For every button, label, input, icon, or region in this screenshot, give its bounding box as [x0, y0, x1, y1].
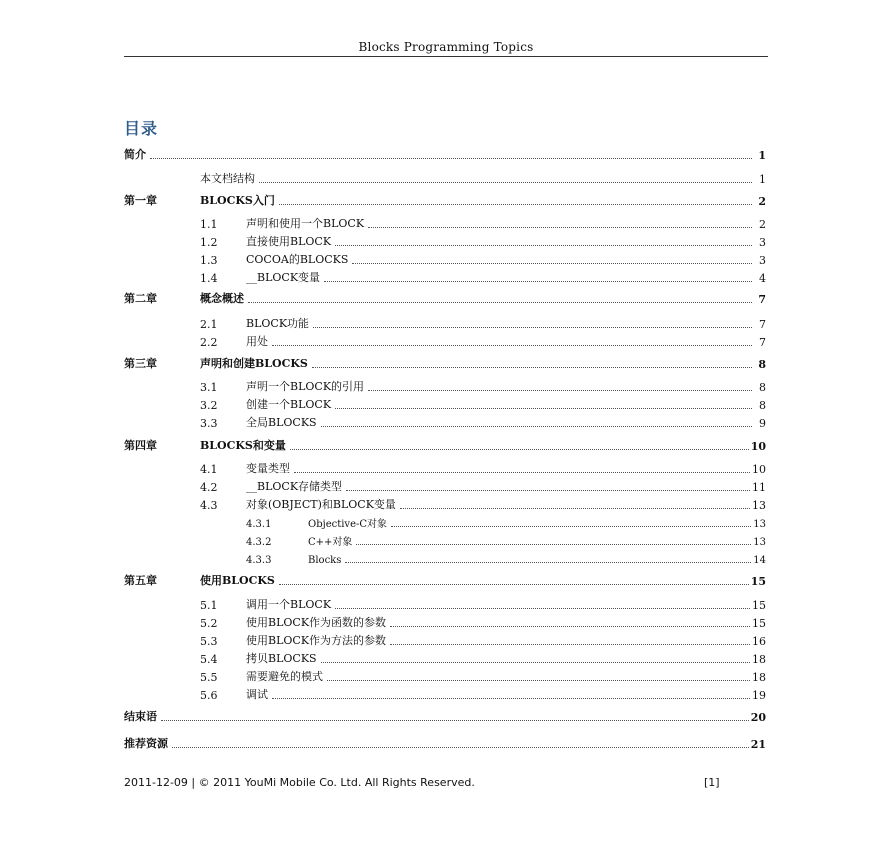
toc-entry-page: 7: [759, 336, 766, 349]
toc-entry-page: 3: [759, 236, 766, 249]
toc-entry[interactable]: [200, 650, 766, 666]
toc-entry[interactable]: [200, 396, 766, 412]
toc-entry[interactable]: [200, 170, 766, 186]
toc-entry-number: 5.3: [200, 635, 218, 648]
toc-entry-label: 调用一个BLOCK: [246, 598, 332, 611]
toc-entry-number: 第三章: [124, 357, 157, 370]
toc-entry-page: 10: [750, 440, 766, 453]
toc-entry[interactable]: [124, 735, 766, 751]
toc-leader-dots: [313, 327, 752, 328]
toc-entry-page: 18: [752, 653, 766, 666]
toc-entry-page: 13: [753, 519, 766, 530]
toc-entry[interactable]: [200, 668, 766, 684]
toc-entry[interactable]: [200, 596, 766, 612]
toc-entry[interactable]: [246, 514, 766, 530]
toc-leader-dots: [279, 584, 749, 585]
toc-entry[interactable]: [124, 437, 766, 453]
toc-entry-label: 本文档结构: [200, 172, 255, 185]
toc-entry-number: 5.2: [200, 617, 218, 630]
toc-entry-page: 7: [759, 318, 766, 331]
toc-entry-number: 4.3: [200, 499, 218, 512]
toc-entry-page: 21: [750, 738, 766, 751]
toc-entry-page: 19: [752, 689, 766, 702]
toc-entry[interactable]: [200, 215, 766, 231]
toc-entry-page: 10: [752, 463, 766, 476]
toc-leader-dots: [259, 182, 752, 183]
toc-entry-page: 3: [759, 254, 766, 267]
toc-entry-label: 简介: [124, 148, 146, 161]
toc-entry-page: 2: [758, 195, 766, 208]
toc-entry-label: 概念概述: [200, 292, 244, 305]
toc-entry-label: BLOCKS入门: [200, 194, 275, 207]
toc-entry-page: 1: [758, 149, 766, 162]
toc-entry[interactable]: [200, 496, 766, 512]
header-rule: [124, 56, 768, 57]
toc-leader-dots: [290, 449, 749, 450]
toc-entry-number: 3.2: [200, 399, 218, 412]
toc-entry[interactable]: [124, 572, 766, 588]
toc-entry[interactable]: [124, 355, 766, 371]
toc-leader-dots: [272, 698, 750, 699]
toc-entry-page: 8: [759, 399, 766, 412]
toc-entry[interactable]: [200, 460, 766, 476]
toc-entry-label: 创建一个BLOCK: [246, 398, 332, 411]
toc-leader-dots: [368, 227, 752, 228]
toc-entry[interactable]: [200, 414, 766, 430]
toc-entry-number: 4.1: [200, 463, 218, 476]
toc-leader-dots: [368, 390, 752, 391]
footer-page-number: [1]: [704, 776, 720, 789]
toc-entry-label: 结束语: [124, 710, 157, 723]
toc-entry-page: 13: [752, 499, 766, 512]
toc-entry-number: 5.5: [200, 671, 218, 684]
toc-entry[interactable]: [200, 233, 766, 249]
toc-entry-number: 第一章: [124, 194, 157, 207]
toc-entry-page: 1: [759, 173, 766, 186]
toc-entry[interactable]: [200, 478, 766, 494]
toc-leader-dots: [391, 526, 751, 527]
toc-leader-dots: [321, 426, 752, 427]
toc-entry[interactable]: [200, 614, 766, 630]
toc-entry-page: 4: [759, 272, 766, 285]
toc-entry[interactable]: [124, 192, 766, 208]
toc-entry-number: 2.2: [200, 336, 218, 349]
toc-leader-dots: [335, 608, 750, 609]
toc-entry[interactable]: [200, 378, 766, 394]
toc-entry[interactable]: [246, 550, 766, 566]
toc-entry[interactable]: [124, 290, 766, 306]
toc-entry-label: 变量类型: [246, 462, 290, 475]
toc-leader-dots: [312, 367, 752, 368]
toc-entry-label: COCOA的BLOCKS: [246, 253, 349, 266]
toc-entry-label: 使用BLOCK作为函数的参数: [246, 616, 387, 629]
toc-entry-label: 对象(OBJECT)和BLOCK变量: [246, 498, 396, 511]
toc-leader-dots: [346, 490, 750, 491]
toc-entry-page: 18: [752, 671, 766, 684]
toc-entry-page: 14: [753, 555, 766, 566]
toc-entry-number: 4.2: [200, 481, 218, 494]
toc-leader-dots: [272, 345, 752, 346]
toc-entry[interactable]: [200, 333, 766, 349]
toc-entry-label: 声明一个BLOCK的引用: [246, 380, 365, 393]
toc-entry[interactable]: [200, 251, 766, 267]
toc-entry-label: Blocks: [308, 555, 342, 566]
toc-entry-number: 4.3.3: [246, 555, 272, 566]
toc-entry-page: 13: [753, 537, 766, 548]
toc-leader-dots: [172, 747, 749, 748]
toc-entry-page: 2: [759, 218, 766, 231]
toc-entry-label: 需要避免的模式: [246, 670, 323, 683]
toc-entry-page: 8: [758, 358, 766, 371]
toc-entry-page: 7: [758, 293, 766, 306]
toc-entry-label: 使用BLOCK作为方法的参数: [246, 634, 387, 647]
toc-entry-number: 第五章: [124, 574, 157, 587]
toc-entry-number: 5.6: [200, 689, 218, 702]
toc-leader-dots: [327, 680, 750, 681]
toc-entry-number: 2.1: [200, 318, 218, 331]
toc-entry-page: 8: [759, 381, 766, 394]
toc-entry[interactable]: [200, 315, 766, 331]
toc-leader-dots: [335, 245, 752, 246]
running-header: Blocks Programming Topics: [358, 40, 534, 54]
toc-entry-number: 4.3.1: [246, 519, 272, 530]
toc-entry-label: 声明和使用一个BLOCK: [246, 217, 365, 230]
toc-entry-label: 用处: [246, 335, 268, 348]
toc-entry-label: 拷贝BLOCKS: [246, 652, 317, 665]
toc-entry-page: 15: [750, 575, 766, 588]
toc-entry[interactable]: [200, 686, 766, 702]
toc-leader-dots: [335, 408, 752, 409]
toc-entry[interactable]: [200, 632, 766, 648]
toc-leader-dots: [248, 302, 752, 303]
toc-entry-number: 4.3.2: [246, 537, 272, 548]
toc-leader-dots: [400, 508, 750, 509]
toc-leader-dots: [324, 281, 752, 282]
toc-leader-dots: [390, 644, 750, 645]
toc-entry-label: 直接使用BLOCK: [246, 235, 332, 248]
toc-entry[interactable]: [246, 532, 766, 548]
toc-leader-dots: [345, 562, 751, 563]
toc-leader-dots: [279, 204, 752, 205]
toc-entry[interactable]: [124, 146, 766, 162]
toc-entry-label: BLOCKS和变量: [200, 439, 286, 452]
toc-entry[interactable]: [124, 708, 766, 724]
toc-entry-label: __BLOCK变量: [246, 271, 321, 284]
toc-entry-number: 5.4: [200, 653, 218, 666]
toc-entry-label: 全局BLOCKS: [246, 416, 317, 429]
toc-entry-label: __BLOCK存储类型: [246, 480, 343, 493]
toc-entry-number: 1.1: [200, 218, 218, 231]
toc-leader-dots: [150, 158, 752, 159]
toc-entry-label: Objective-C对象: [308, 519, 388, 530]
toc-entry-label: 使用BLOCKS: [200, 574, 275, 587]
toc-entry-page: 9: [759, 417, 766, 430]
toc-entry-page: 11: [752, 481, 766, 494]
toc-leader-dots: [321, 662, 750, 663]
toc-entry-number: 1.3: [200, 254, 218, 267]
toc-entry-number: 3.3: [200, 417, 218, 430]
toc-title: 目录: [124, 119, 159, 138]
toc-entry-page: 15: [752, 617, 766, 630]
toc-entry-label: BLOCK功能: [246, 317, 310, 330]
toc-leader-dots: [390, 626, 750, 627]
toc-entry-label: 声明和创建BLOCKS: [200, 357, 308, 370]
toc-entry-label: 调试: [246, 688, 268, 701]
toc-entry[interactable]: [200, 269, 766, 285]
toc-entry-page: 20: [750, 711, 766, 724]
toc-leader-dots: [352, 263, 752, 264]
toc-entry-label: C++对象: [308, 537, 353, 548]
toc-leader-dots: [161, 720, 749, 721]
toc-entry-number: 1.4: [200, 272, 218, 285]
toc-entry-label: 推荐资源: [124, 737, 168, 750]
toc-leader-dots: [356, 544, 751, 545]
toc-entry-number: 第二章: [124, 292, 157, 305]
toc-entry-number: 1.2: [200, 236, 218, 249]
toc-leader-dots: [294, 472, 750, 473]
toc-entry-number: 第四章: [124, 439, 157, 452]
footer-copyright: 2011-12-09 | © 2011 YouMi Mobile Co. Ltd. All Rights Reserved.: [124, 776, 475, 789]
toc-entry-number: 3.1: [200, 381, 218, 394]
toc-entry-number: 5.1: [200, 599, 218, 612]
toc-entry-page: 16: [752, 635, 766, 648]
toc-entry-page: 15: [752, 599, 766, 612]
